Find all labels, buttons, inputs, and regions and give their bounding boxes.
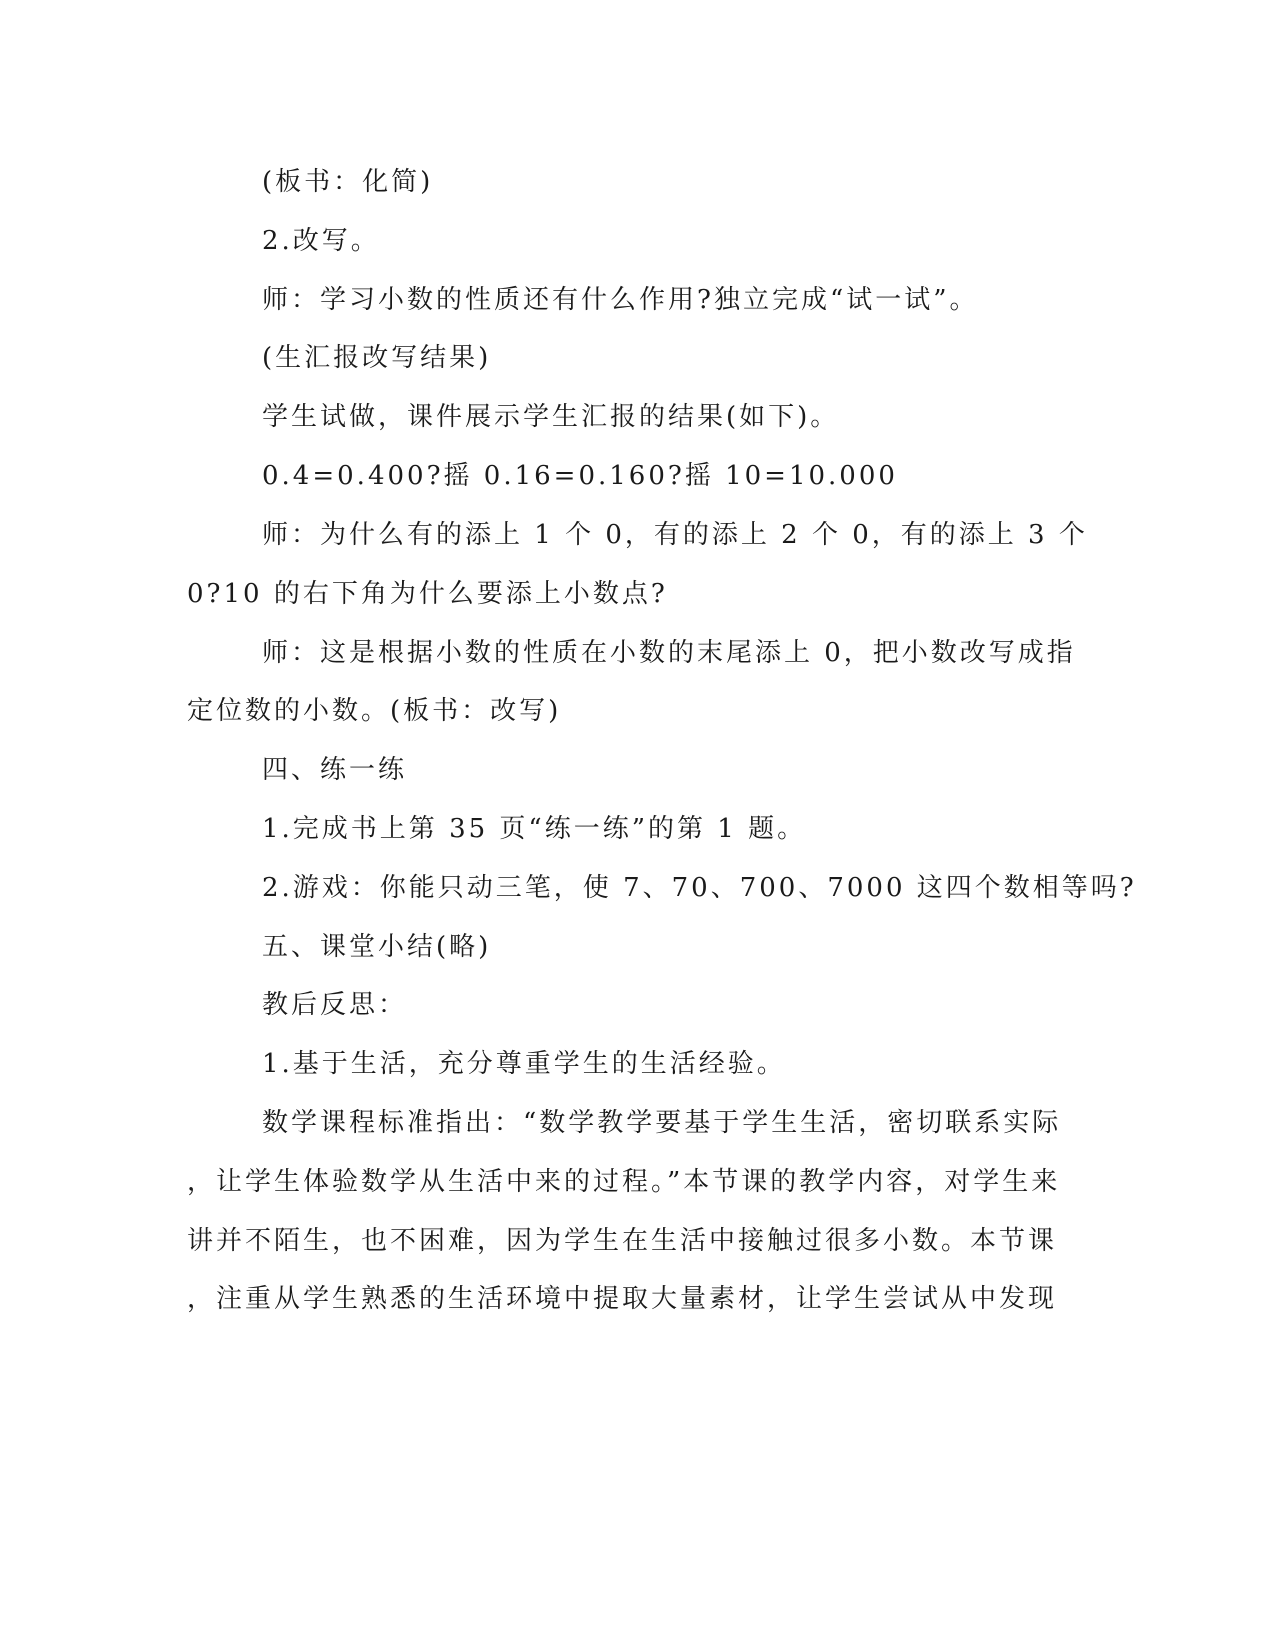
equation-results-line: 0.4=0.400?摇 0.16=0.160?摇 10=10.000 xyxy=(262,461,898,491)
section-summary-heading: 五、课堂小结(略) xyxy=(262,932,492,962)
reflection-paragraph-line-4: ，注重从学生熟悉的生活环境中提取大量素材，让学生尝试从中发现 xyxy=(187,1284,1058,1314)
reflection-point-1: 1.基于生活，充分尊重学生的生活经验。 xyxy=(262,1049,786,1079)
teacher-explain-line-2: 定位数的小数。(板书：改写) xyxy=(187,696,562,726)
reflection-heading: 教后反思： xyxy=(262,990,408,1020)
teacher-why-line-2: 0?10 的右下角为什么要添上小数点? xyxy=(187,579,668,609)
section-rewrite-heading: 2.改写。 xyxy=(262,226,380,256)
board-note-simplify: (板书：化简) xyxy=(262,167,434,197)
practice-item-1: 1.完成书上第 35 页“练一练”的第 1 题。 xyxy=(262,814,807,844)
section-practice-heading: 四、练一练 xyxy=(262,755,408,785)
practice-item-2: 2.游戏：你能只动三笔，使 7、70、700、7000 这四个数相等吗? xyxy=(262,873,1137,903)
teacher-explain-line-1: 师：这是根据小数的性质在小数的末尾添上 0，把小数改写成指 xyxy=(262,638,1076,668)
student-report-note: (生汇报改写结果) xyxy=(262,343,492,373)
reflection-paragraph-line-2: ，让学生体验数学从生活中来的过程。”本节课的教学内容，对学生来 xyxy=(187,1167,1061,1197)
teacher-question-line: 师：学习小数的性质还有什么作用?独立完成“试一试”。 xyxy=(262,285,979,315)
reflection-paragraph-line-1: 数学课程标准指出：“数学教学要基于学生生活，密切联系实际 xyxy=(262,1108,1062,1138)
student-trial-line: 学生试做，课件展示学生汇报的结果(如下)。 xyxy=(262,402,840,432)
teacher-why-line-1: 师：为什么有的添上 1 个 0，有的添上 2 个 0，有的添上 3 个 xyxy=(262,520,1088,550)
reflection-paragraph-line-3: 讲并不陌生，也不困难，因为学生在生活中接触过很多小数。本节课 xyxy=(187,1226,1058,1256)
